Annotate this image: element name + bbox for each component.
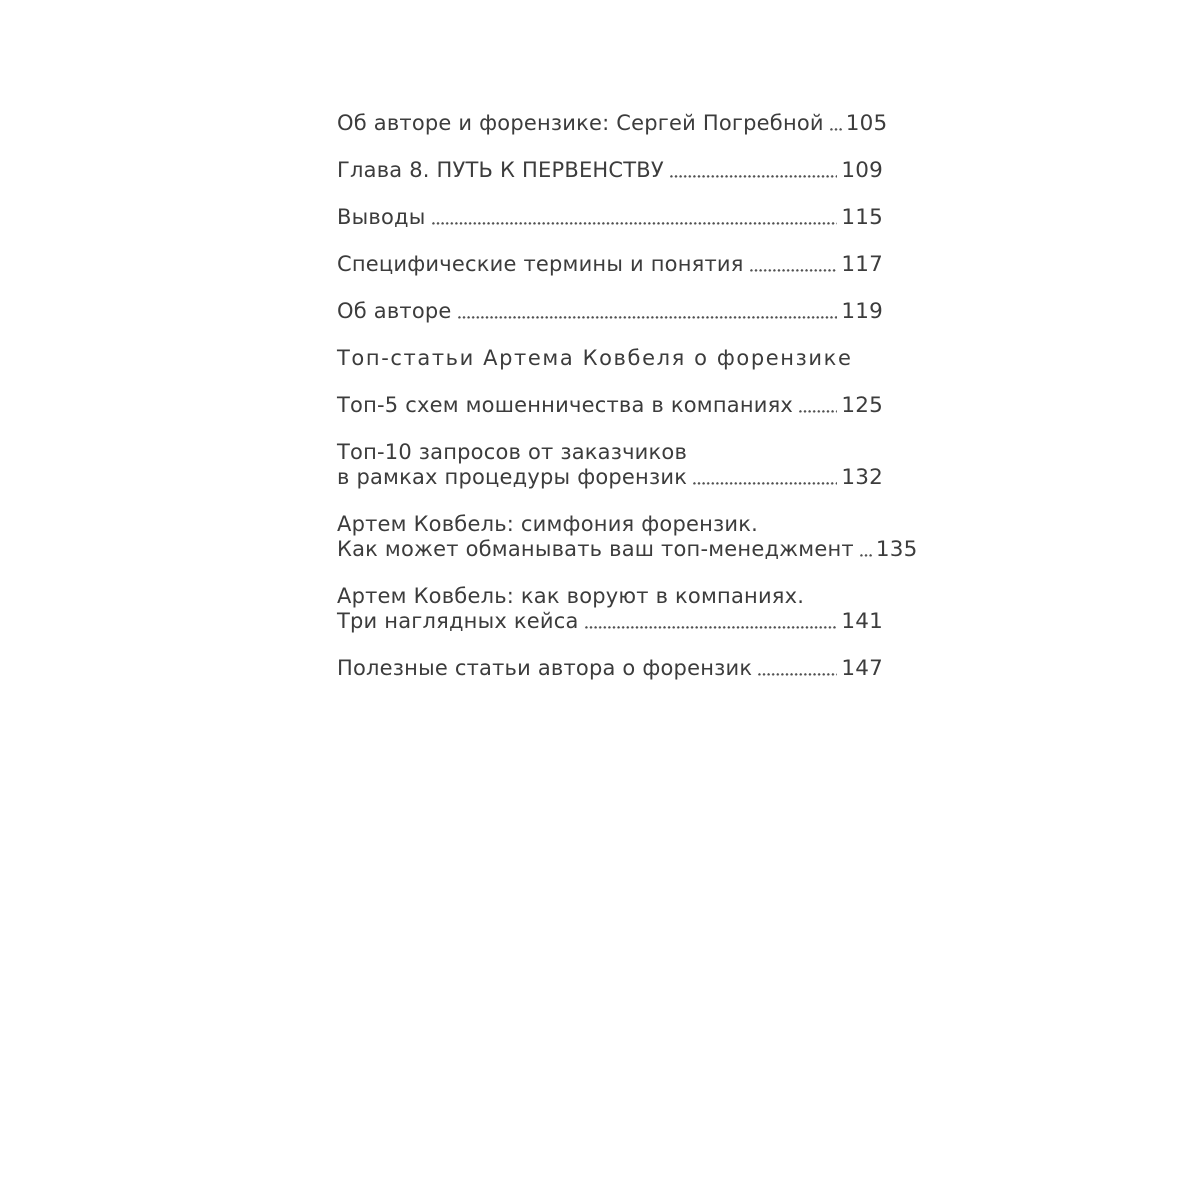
toc-line xyxy=(337,111,888,136)
toc-entry xyxy=(337,440,883,490)
toc-entry xyxy=(337,205,883,230)
dot-leader xyxy=(860,554,872,557)
dot-leader xyxy=(799,410,837,413)
dot-leader xyxy=(758,673,837,676)
toc-entry-title: Полезные статьи автора о форензик xyxy=(337,656,753,680)
page-number: 147 xyxy=(841,656,883,681)
toc-entry xyxy=(337,299,883,324)
toc-entry-title: Три наглядных кейса xyxy=(337,609,579,633)
toc-entry xyxy=(337,252,883,277)
toc-entry xyxy=(337,111,888,136)
page-number: 117 xyxy=(841,252,883,277)
toc-line xyxy=(337,440,883,465)
toc-line xyxy=(337,158,883,183)
toc-entry-title: Глава 8. ПУТЬ К ПЕРВЕНСТВУ xyxy=(337,158,664,182)
toc-line xyxy=(337,609,883,634)
toc-section-heading xyxy=(337,346,883,371)
toc-entry xyxy=(337,393,883,418)
toc-line xyxy=(337,205,883,230)
page-number: 135 xyxy=(875,537,918,562)
toc-entry-title: Топ-10 запросов от заказчиков xyxy=(337,440,688,464)
toc-line xyxy=(337,252,883,277)
page-number: 141 xyxy=(841,609,883,634)
page-number: 115 xyxy=(841,205,883,230)
toc-entry xyxy=(337,584,883,634)
page-number: 109 xyxy=(841,158,883,183)
toc-entry xyxy=(337,656,883,681)
toc-entry xyxy=(337,158,883,183)
page-number: 105 xyxy=(845,111,888,136)
toc-line xyxy=(337,346,883,371)
toc-line xyxy=(337,584,883,609)
toc-line xyxy=(337,512,883,537)
table-of-contents xyxy=(337,111,918,681)
dot-leader xyxy=(458,316,838,319)
toc-entry-title: Артем Ковбель: как воруют в компаниях. xyxy=(337,584,805,608)
toc-line xyxy=(337,537,918,562)
dot-leader xyxy=(432,222,838,225)
toc-line xyxy=(337,393,883,418)
toc-entry xyxy=(337,512,918,562)
page-number: 119 xyxy=(841,299,883,324)
toc-entry-title: Как может обманывать ваш топ-менеджмент xyxy=(337,537,854,561)
dot-leader xyxy=(670,175,837,178)
page-number: 125 xyxy=(841,393,883,418)
toc-entry-title: Об авторе и форензике: Сергей Погребной xyxy=(337,111,824,135)
dot-leader xyxy=(830,128,842,131)
toc-line xyxy=(337,465,883,490)
toc-entry-title: Специфические термины и понятия xyxy=(337,252,744,276)
dot-leader xyxy=(750,269,838,272)
toc-entry-title: Топ-5 схем мошенничества в компаниях xyxy=(337,393,794,417)
page-number: 132 xyxy=(841,465,883,490)
toc-entry-title: Топ-статьи Артема Ковбеля о форензике xyxy=(337,346,853,370)
toc-entry-title: в рамках процедуры форензик xyxy=(337,465,688,489)
toc-line xyxy=(337,656,883,681)
toc-entry-title: Об авторе xyxy=(337,299,452,323)
toc-entry-title: Выводы xyxy=(337,205,426,229)
dot-leader xyxy=(693,482,837,485)
dot-leader xyxy=(585,626,838,629)
toc-entry-title: Артем Ковбель: симфония форензик. xyxy=(337,512,759,536)
toc-line xyxy=(337,299,883,324)
